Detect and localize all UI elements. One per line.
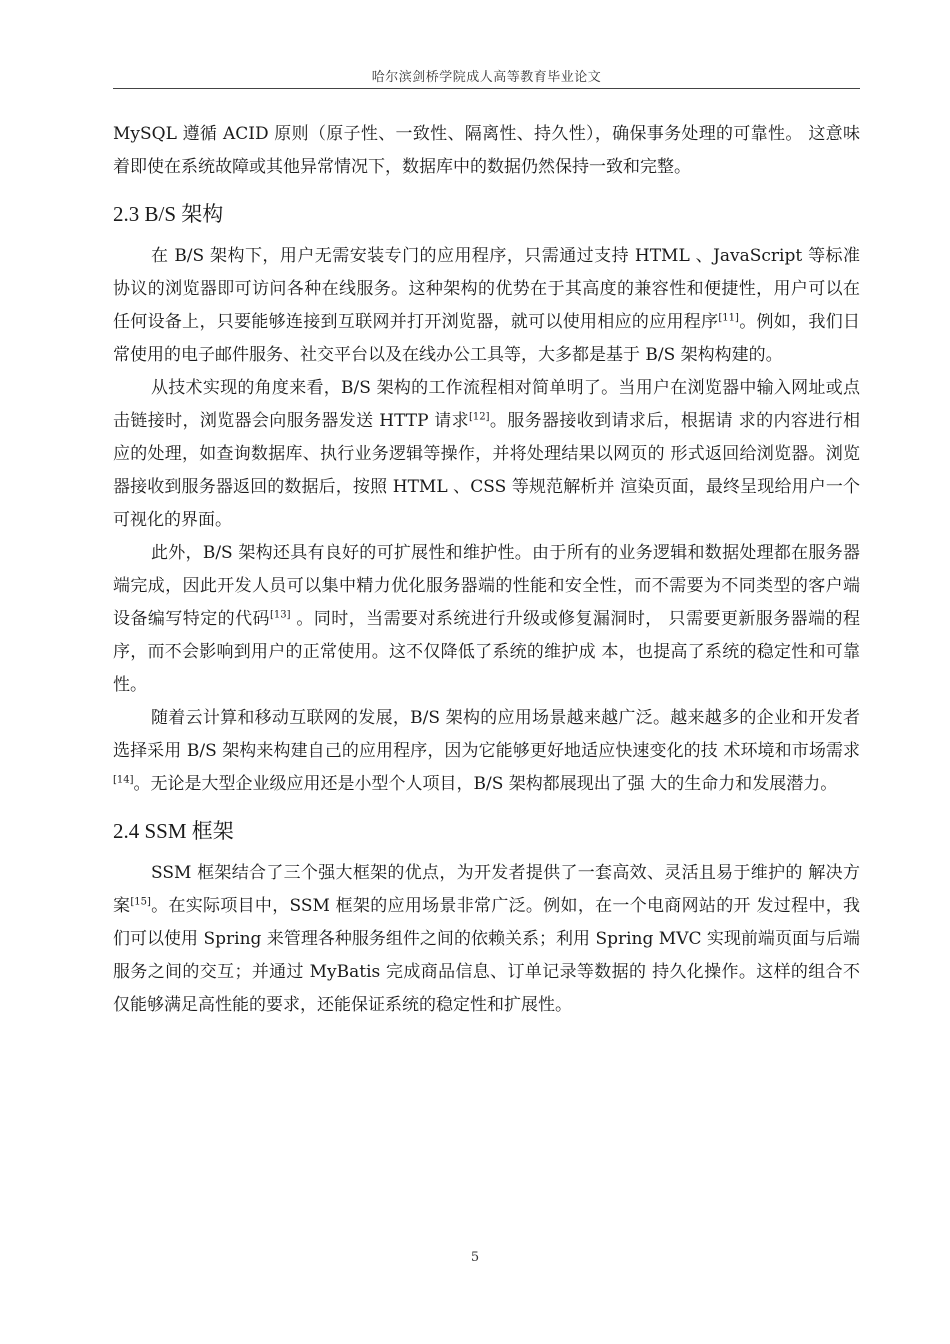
bs-p1-text-a: 在 B/S 架构下，用户无需安装专门的应用程序，只需通过支持 HTML 、JavaScript 等标准协议的浏览器即可访问各种在线服务。这种架构的优势在于其高度的兼容性和便捷性，用户可以在任何设备上，只要能够连接到互联网并打开浏览器，就可以使用相应的应用程序	[113, 246, 860, 332]
citation-13: [13]	[270, 609, 291, 621]
bs-paragraph-2	[113, 372, 860, 537]
bs-p1-text-b: 。例如，我们日常使用的电子邮件服务、社交平台以及在线办公工具等，大多都是基于 B/S 架构构建的。	[113, 312, 860, 365]
running-header: 哈尔滨剑桥学院成人高等教育毕业论文	[371, 70, 602, 85]
bs-paragraph-4	[113, 702, 860, 801]
header-rule	[113, 88, 860, 89]
bs-paragraph-1	[113, 240, 860, 372]
bs-paragraph-3	[113, 537, 860, 702]
bs-p3-text-b: 。同时，当需要对系统进行升级或修复漏洞时， 只需要更新服务器端的程序，而不会影响到用户的正常使用。这不仅降低了系统的维护成 本，也提高了系统的稳定性和可靠性。	[113, 609, 860, 695]
bs-p2-text-b: 。服务器接收到请求后，根据请 求的内容进行相应的处理，如查询数据库、执行业务逻辑等操作，并将处理结果以网页的 形式返回给浏览器。浏览器接收到服务器返回的数据后，按照 HTML 、CSS 等规范解析并 渲染页面，最终呈现给用户一个可视化的界面。	[113, 411, 860, 530]
ssm-p1-text-a: SSM 框架结合了三个强大框架的优点，为开发者提供了一套高效、灵活且易于维护的 解决方案	[113, 863, 860, 916]
citation-14: [14]	[113, 774, 134, 786]
section-heading-bs: 2.3 B/S 架构	[113, 202, 224, 226]
bs-p4-text-b: 。无论是大型企业级应用还是小型个人项目，B/S 架构都展现出了强 大的生命力和发展潜力。	[133, 774, 838, 794]
citation-12: [12]	[469, 411, 490, 423]
intro-paragraph: MySQL 遵循 ACID 原则（原子性、一致性、隔离性、持久性），确保事务处理的可靠性。 这意味着即使在系统故障或其他异常情况下，数据库中的数据仍然保持一致和完整。	[113, 124, 860, 177]
ssm-paragraph-1	[113, 857, 860, 1022]
bs-p3-text-a: 此外，B/S 架构还具有良好的可扩展性和维护性。由于所有的业务逻辑和数据处理都在服务器端完成，因此开发人员可以集中精力优化服务器端的性能和安全性，而不需要为不同类型的客户端设备编写特定的代码	[113, 543, 860, 629]
page-number: 5	[470, 1250, 480, 1265]
bs-p4-text-a: 随着云计算和移动互联网的发展，B/S 架构的应用场景越来越广泛。越来越多的企业和开发者选择采用 B/S 架构来构建自己的应用程序，因为它能够更好地适应快速变化的技 术环境和市场需求	[113, 708, 860, 761]
section-heading-ssm: 2.4 SSM 框架	[113, 819, 234, 843]
page-content	[113, 118, 860, 1022]
ssm-p1-text-b: 。在实际项目中，SSM 框架的应用场景非常广泛。例如，在一个电商网站的开 发过程中，我们可以使用 Spring 来管理各种服务组件之间的依赖关系；利用 Spring MVC 实现前端页面与后端服务之间的交互；并通过 MyBatis 完成商品信息、订单记录等数据的 持久化操作。这样的组合不仅能够满足高性能的要求，还能保证系统的稳定性和扩展性。	[113, 896, 861, 1015]
citation-15: [15]	[130, 896, 151, 908]
citation-11: [11]	[718, 312, 739, 324]
bs-p2-text-a: 从技术实现的角度来看，B/S 架构的工作流程相对简单明了。当用户在浏览器中输入网址或点击链接时，浏览器会向服务器发送 HTTP 请求	[113, 378, 860, 431]
